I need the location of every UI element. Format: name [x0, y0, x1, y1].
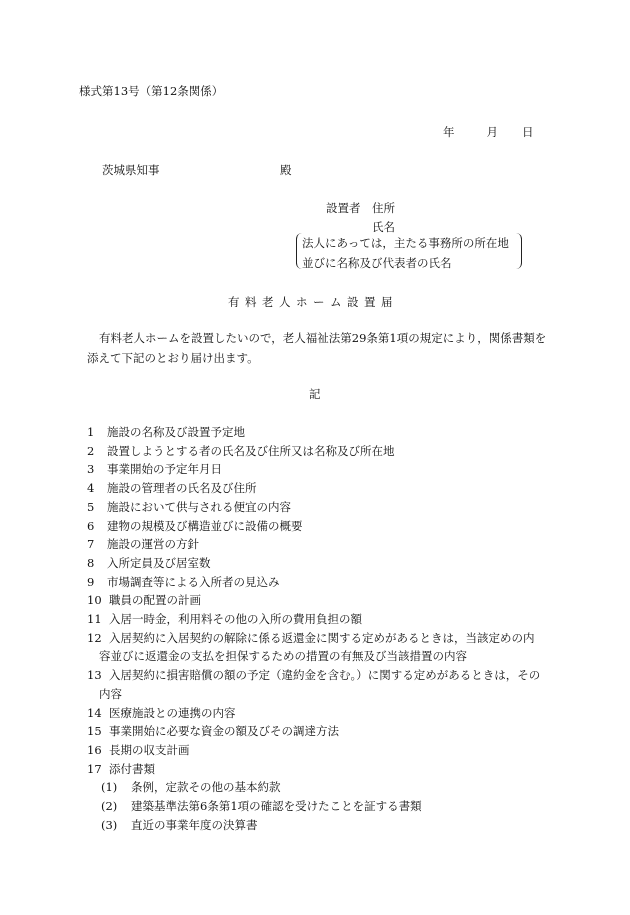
list-item: [87, 629, 557, 648]
attachment-text: 直近の事業年度の決算書: [131, 817, 258, 832]
item-number: 15: [87, 724, 102, 739]
corporate-note-line-1: 法人にあっては，主たる事務所の所在地: [302, 236, 509, 250]
item-number: 4: [87, 481, 95, 496]
item-text: 入居契約に損害賠償の額の予定（違約金を含む。）に関する定めがあるときは，その: [109, 668, 541, 683]
item-number: 14: [87, 705, 102, 720]
list-item: [87, 722, 557, 741]
corporate-note-line-2: 並びに名称及び代表者の氏名: [302, 256, 452, 270]
attachment-number: (1): [101, 780, 118, 795]
item-continuation: 内容: [99, 686, 122, 701]
list-item: [87, 591, 557, 610]
item-text: 入居一時金，利用料その他の入所の費用負担の額: [109, 612, 362, 627]
list-item: [87, 460, 557, 479]
list-item: [87, 517, 557, 536]
item-number: 12: [87, 630, 102, 645]
ki-heading: 記: [309, 387, 321, 401]
item-number: 10: [87, 593, 102, 608]
item-text: 建物の規模及び構造並びに設備の概要: [107, 518, 303, 533]
item-number: 13: [87, 668, 102, 683]
honorific: 殿: [280, 163, 292, 177]
item-number: 7: [87, 537, 95, 552]
date-day: 日: [522, 125, 534, 139]
address-label: 住所: [372, 201, 395, 215]
date-year: 年: [443, 125, 455, 139]
attachment-text: 建築基準法第6条第1項の確認を受けたことを証する書類: [131, 799, 422, 814]
item-number: 9: [87, 574, 95, 589]
form-number: 様式第13号（第12条関係）: [79, 84, 224, 98]
attachment-number: (2): [101, 799, 118, 814]
item-text: 職員の配置の計画: [109, 593, 201, 608]
addressee: 茨城県知事: [102, 163, 160, 177]
item-text: 施設の管理者の氏名及び住所: [107, 481, 257, 496]
item-text: 設置しようとする者の氏名及び住所又は名称及び所在地: [107, 443, 395, 458]
date-line: [443, 124, 534, 140]
attachment-text: 条例，定款その他の基本約款: [131, 780, 281, 795]
list-item: [87, 554, 557, 573]
list-item: [87, 610, 557, 629]
list-item: [87, 423, 557, 442]
item-text: 施設の名称及び設置予定地: [107, 425, 245, 439]
list-item: [87, 573, 557, 592]
list-item: [87, 741, 557, 760]
list-item: [87, 479, 557, 498]
item-list: [87, 423, 557, 834]
document-title: 有料老人ホーム設置届: [228, 295, 398, 309]
item-text: 事業開始の予定年月日: [107, 462, 222, 477]
item-continuation: 容並びに返還金の支払を担保するための措置の有無及び当該措置の内容: [99, 649, 467, 664]
item-text: 施設において供与される便宜の内容: [107, 499, 291, 514]
item-number: 16: [87, 742, 102, 757]
attachment-item: [87, 797, 557, 816]
item-number: 3: [87, 462, 95, 477]
attachment-item: [87, 816, 557, 835]
item-number: 6: [87, 518, 95, 533]
item-number: 2: [87, 443, 95, 458]
item-text: 施設の運営の方針: [107, 537, 199, 552]
item-text: 入居契約に入居契約の解除に係る返還金に関する定めがあるときは，当該定めの内: [109, 630, 535, 645]
item-number: 1: [87, 425, 95, 439]
list-item: [87, 442, 557, 461]
list-item: [87, 666, 557, 685]
date-month: 月: [486, 125, 498, 139]
attachment-item: [87, 778, 557, 797]
name-label: 氏名: [372, 220, 395, 234]
establisher-label: 設置者: [326, 201, 361, 215]
item-number: 17: [87, 761, 102, 776]
list-item: [87, 704, 557, 723]
attachment-number: (3): [101, 817, 118, 832]
item-text: 医療施設との連携の内容: [109, 705, 236, 720]
list-item: [87, 498, 557, 517]
body-paragraph: 有料老人ホームを設置したいので，老人福祉法第29条第1項の規定により，関係書類を添えて下記のとおり届け出ます。: [87, 331, 547, 365]
list-item: [87, 760, 557, 779]
item-number: 8: [87, 555, 95, 570]
item-text: 長期の収支計画: [109, 742, 190, 757]
item-text: 入所定員及び居室数: [107, 555, 211, 570]
item-text: 市場調査等による入所者の見込み: [107, 574, 280, 589]
item-number: 11: [87, 612, 102, 627]
item-number: 5: [87, 499, 95, 514]
item-text: 事業開始に必要な資金の額及びその調達方法: [109, 724, 339, 739]
item-text: 添付書類: [109, 761, 155, 776]
list-item: [87, 535, 557, 554]
